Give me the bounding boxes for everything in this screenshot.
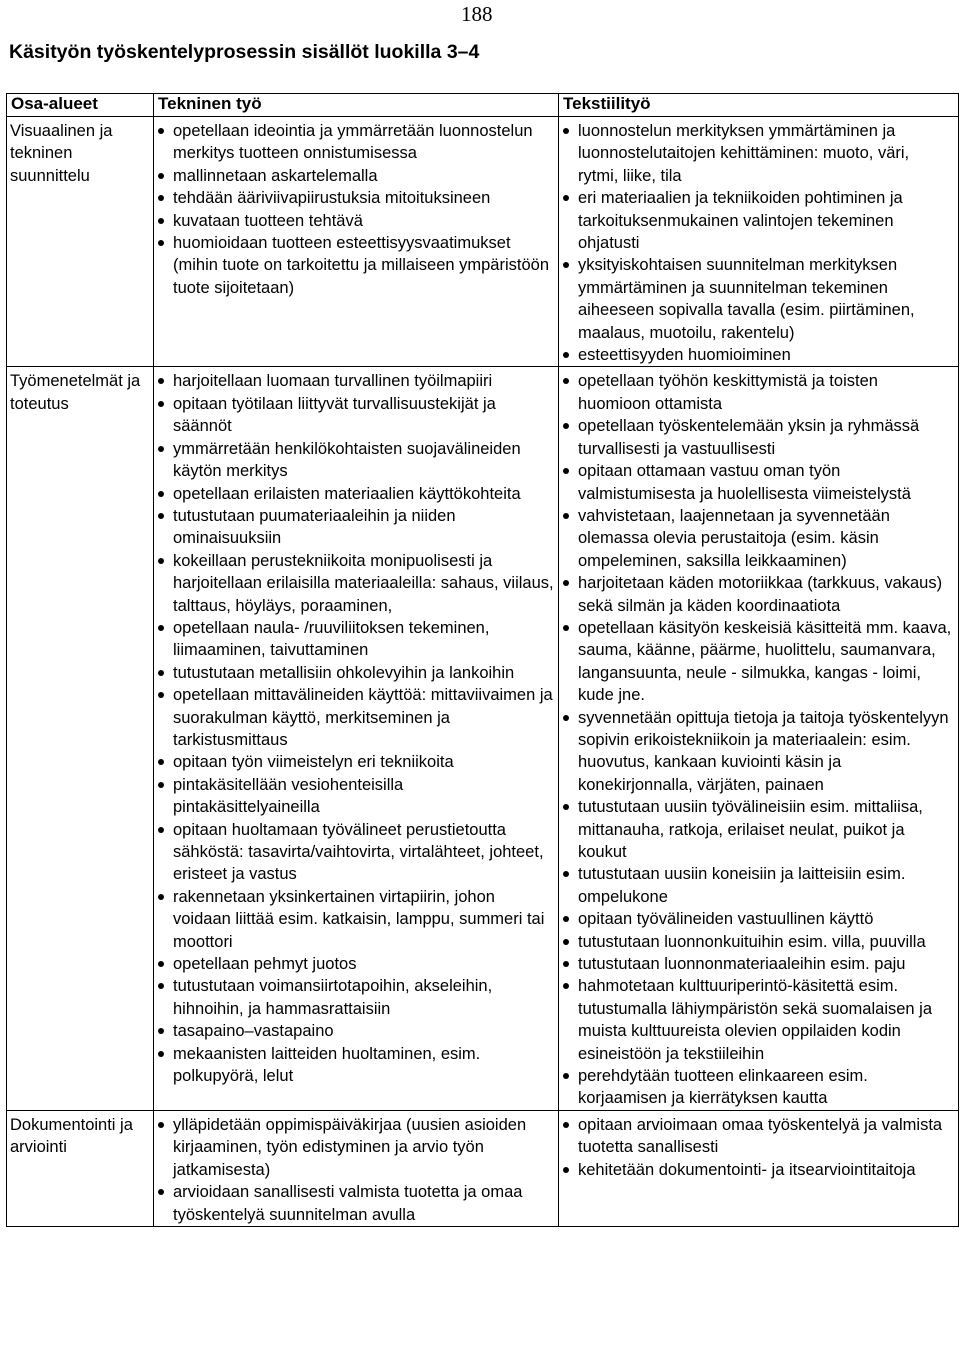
list-item-text: opetellaan käsityön keskeisiä käsitteitä mm. kaava, sauma, käänne, päärme, huolittelu, saumanvara, langansuunta, neule - silmukka, kangas - loimi, kude jne. — [578, 618, 952, 705]
bullet-icon — [563, 804, 569, 810]
bullet-icon — [563, 580, 569, 586]
list-item — [559, 1065, 954, 1110]
bullet-icon — [563, 195, 569, 201]
list-item-text: opitaan huoltamaan työvälineet perustietoutta sähköstä: tasavirta/vaihtovirta, virtalähteet, johteet, eristeet ja vastus — [173, 820, 544, 884]
list-item — [154, 370, 554, 392]
list-item — [559, 707, 954, 797]
area-cell — [7, 117, 154, 367]
list-item-text: arvioidaan sanallisesti valmista tuotetta ja omaa työskentelyä suunnitelman avulla — [173, 1183, 523, 1224]
document-title: Käsityön työskentelyprosessin sisällöt luokilla 3–4 — [9, 41, 480, 63]
bullet-icon — [158, 670, 164, 676]
list-item — [154, 751, 554, 773]
bullet-icon — [158, 491, 164, 497]
list-item-text: opitaan työn viimeistelyn eri tekniikoita — [173, 753, 454, 772]
list-item-text: tutustutaan luonnonkuituihin esim. villa, puuvilla — [578, 932, 926, 951]
tekninen-list — [154, 1114, 554, 1226]
header-tekstiilityo: Tekstiilityö — [559, 94, 959, 117]
table-row — [7, 117, 959, 367]
list-item — [154, 505, 554, 550]
bullet-icon — [158, 218, 164, 224]
list-item-text: harjoitetaan käden motoriikkaa (tarkkuus, vakaus) sekä silmän ja käden koordinaatiota — [578, 574, 943, 615]
list-item-text: opetellaan ideointia ja ymmärretään luonnostelun merkitys tuotteen onnistumisessa — [173, 122, 533, 163]
bullet-icon — [563, 961, 569, 967]
list-item-text: rakennetaan yksinkertainen virtapiirin, johon voidaan liittää esim. katkaisin, lamppu, summeri tai moottori — [173, 887, 545, 951]
bullet-icon — [158, 1189, 164, 1195]
list-item-text: kokeillaan perustekniikoita monipuolisesti ja harjoitellaan erilaisilla materiaaleilla: sahaus, viilaus, talttaus, höyläys, poraaminen, — [173, 551, 554, 615]
list-item-text: syvennetään opittuja tietoja ja taitoja työskentelyyn sopivin erikoistekniikoin ja materiaalein: esim. huovutus, kankaan kuviointi käsin ja konekirjonnalla, värjäten, painaen — [578, 708, 949, 794]
list-item-text: opetellaan naula- /ruuviliitoksen tekeminen, liimaaminen, taivuttaminen — [173, 618, 490, 660]
bullet-icon — [563, 1073, 569, 1079]
bullet-icon — [158, 446, 164, 452]
list-item-text: opitaan ottamaan vastuu oman työn valmistumisesta ja huolellisesta viimeistelystä — [578, 462, 911, 503]
area-cell — [7, 367, 154, 1110]
bullet-icon — [158, 128, 164, 134]
bullet-icon — [158, 827, 164, 833]
page-number: 188 — [461, 2, 493, 26]
list-item — [154, 210, 554, 232]
bullet-icon — [158, 195, 164, 201]
bullet-icon — [563, 983, 569, 989]
list-item-text: luonnostelun merkityksen ymmärtäminen ja luonnostelutaitojen kehittäminen: muoto, väri, rytmi, liike, tila — [578, 122, 910, 185]
bullet-icon — [158, 1051, 164, 1057]
list-item — [154, 662, 554, 684]
bullet-icon — [563, 715, 569, 721]
list-item-text: pintakäsitellään vesiohenteisilla pintakäsittelyaineilla — [173, 775, 404, 817]
list-item — [154, 1043, 554, 1088]
list-item-text: eri materiaalien ja tekniikoiden pohtiminen ja tarkoituksenmukainen valintojen tekeminen ohjatusti — [578, 189, 903, 253]
bullet-icon — [563, 352, 569, 358]
list-item-text: tutustutaan luonnonmateriaaleihin esim. paju — [578, 955, 906, 974]
bullet-icon — [158, 782, 164, 788]
bullet-icon — [158, 401, 164, 407]
list-item — [559, 415, 954, 460]
list-item — [559, 1159, 954, 1181]
list-item — [154, 819, 554, 886]
list-item-text: kuvataan tuotteen tehtävä — [173, 211, 363, 230]
list-item — [154, 165, 554, 187]
list-item — [559, 254, 954, 344]
list-item-text: kehitetään dokumentointi- ja itsearviointitaitoja — [578, 1160, 916, 1179]
list-item — [559, 370, 954, 415]
bullet-icon — [563, 1167, 569, 1173]
area-label: Dokumentointi ja arviointi — [10, 1115, 133, 1157]
list-item-text: tehdään ääriviivapiirustuksia mitoituksineen — [173, 189, 491, 208]
bullet-icon — [563, 468, 569, 474]
list-item-text: huomioidaan tuotteen esteettisyysvaatimukset (mihin tuote on tarkoitettu ja millaiseen ympäristöön tuote sijoitetaan) — [173, 234, 550, 297]
table-body — [7, 117, 959, 1227]
content-table — [6, 93, 959, 1227]
tekninen-list — [154, 120, 554, 299]
list-item-text: harjoitellaan luomaan turvallinen työilmapiiri — [173, 372, 493, 391]
list-item — [154, 483, 554, 505]
bullet-icon — [158, 983, 164, 989]
table-header-row — [7, 94, 959, 117]
list-item — [154, 684, 554, 751]
tekstiili-list — [559, 1114, 954, 1181]
list-item — [559, 863, 954, 908]
tekstiili-list — [559, 370, 954, 1109]
list-item — [559, 975, 954, 1065]
area-cell — [7, 1110, 154, 1226]
list-item — [559, 953, 954, 975]
bullet-icon — [563, 128, 569, 134]
list-item-text: mekaanisten laitteiden huoltaminen, esim. polkupyörä, lelut — [173, 1044, 481, 1086]
bullet-icon — [563, 625, 569, 631]
bullet-icon — [563, 262, 569, 268]
list-item — [559, 617, 954, 707]
bullet-icon — [563, 423, 569, 429]
list-item-text: opetellaan työhön keskittymistä ja toisten huomioon ottamista — [578, 372, 878, 413]
list-item-text: tutustutaan uusiin työvälineisiin esim. mittaliisa, mittanauha, ratkoja, erilaiset neulat, puikot ja koukut — [578, 798, 923, 861]
bullet-icon — [563, 939, 569, 945]
list-item-text: opitaan arvioimaan omaa työskentelyä ja valmista tuotetta sanallisesti — [578, 1115, 943, 1157]
header-tekninen-tyo: Tekninen työ — [154, 94, 559, 117]
list-item — [559, 344, 954, 366]
list-item-text: hahmotetaan kulttuuriperintö-käsitettä esim. tutustumalla lähiympäristön sekä suomalaisen ja muista kulttuureista olevien oppilaiden kodin esineistöön ja tekstiileihin — [578, 977, 933, 1063]
tekninen-cell — [154, 117, 559, 367]
bullet-icon — [158, 961, 164, 967]
list-item — [154, 1114, 554, 1181]
header-osa-alueet: Osa-alueet — [7, 94, 154, 117]
list-item — [154, 120, 554, 165]
list-item — [154, 550, 554, 617]
list-item-text: tutustutaan voimansiirtotapoihin, akseleihin, hihnoihin, ja hammasrattaisiin — [173, 977, 493, 1018]
list-item-text: vahvistetaan, laajennetaan ja syvennetään olemassa olevia perustaitoja (esim. käsin ompeleminen, saksilla leikkaaminen) — [578, 506, 890, 570]
list-item — [154, 617, 554, 662]
list-item — [559, 1114, 954, 1159]
bullet-icon — [158, 692, 164, 698]
bullet-icon — [158, 173, 164, 179]
bullet-icon — [563, 1122, 569, 1128]
list-item — [154, 1181, 554, 1226]
list-item-text: yksityiskohtaisen suunnitelman merkityksen ymmärtäminen ja suunnitelman tekeminen aiheeseen sopivalla tavalla (esim. piirtäminen, maalaus, muotoilu, rakentelu) — [578, 256, 915, 342]
tekstiili-cell — [559, 117, 959, 367]
tekninen-cell — [154, 367, 559, 1110]
bullet-icon — [158, 378, 164, 384]
bullet-icon — [158, 894, 164, 900]
list-item-text: mallinnetaan askartelemalla — [173, 166, 378, 185]
table-row — [7, 367, 959, 1110]
list-item-text: tasapaino–vastapaino — [173, 1022, 334, 1041]
list-item — [154, 232, 554, 299]
bullet-icon — [563, 513, 569, 519]
list-item — [559, 460, 954, 505]
bullet-icon — [158, 240, 164, 246]
list-item — [154, 187, 554, 209]
list-item-text: perehdytään tuotteen elinkaareen esim. korjaamisen ja kierrätyksen kautta — [578, 1067, 868, 1108]
list-item-text: ymmärretään henkilökohtaisten suojavälineiden käytön merkitys — [173, 439, 521, 481]
area-label: Työmenetelmät ja toteutus — [10, 372, 141, 413]
list-item-text: opetellaan mittavälineiden käyttöä: mittaviivaimen ja suorakulman käyttö, merkitseminen ja tarkistusmittaus — [173, 686, 553, 749]
table-row — [7, 1110, 959, 1226]
list-item — [154, 1020, 554, 1042]
list-item-text: opitaan työvälineiden vastuullinen käyttö — [578, 910, 874, 929]
list-item — [559, 931, 954, 953]
tekstiili-list — [559, 120, 954, 366]
area-label: Visuaalinen ja tekninen suunnittelu — [10, 122, 113, 185]
bullet-icon — [158, 513, 164, 519]
list-item — [154, 438, 554, 483]
list-item-text: tutustutaan metallisiin ohkolevyihin ja lankoihin — [173, 663, 515, 682]
list-item-text: ylläpidetään oppimispäiväkirjaa (uusien asioiden kirjaaminen, työn edistyminen ja arvio työn jatkamisesta) — [173, 1115, 527, 1179]
list-item — [154, 393, 554, 438]
list-item — [154, 774, 554, 819]
list-item-text: esteettisyyden huomioiminen — [578, 346, 791, 365]
list-item — [559, 572, 954, 617]
list-item-text: opitaan työtilaan liittyvät turvallisuustekijät ja säännöt — [173, 394, 496, 436]
list-item — [559, 505, 954, 572]
list-item — [559, 187, 954, 254]
list-item-text: opetellaan erilaisten materiaalien käyttökohteita — [173, 484, 521, 503]
list-item-text: tutustutaan puumateriaaleihin ja niiden ominaisuuksiin — [173, 506, 456, 548]
list-item-text: opetellaan pehmyt juotos — [173, 955, 357, 974]
list-item — [154, 975, 554, 1020]
bullet-icon — [158, 558, 164, 564]
bullet-icon — [158, 1028, 164, 1034]
tekninen-cell — [154, 1110, 559, 1226]
bullet-icon — [563, 378, 569, 384]
list-item-text: opetellaan työskentelemään yksin ja ryhmässä turvallisesti ja vastuullisesti — [578, 417, 920, 458]
bullet-icon — [158, 1122, 164, 1128]
bullet-icon — [158, 625, 164, 631]
list-item — [154, 953, 554, 975]
bullet-icon — [158, 759, 164, 765]
list-item — [559, 796, 954, 863]
list-item — [154, 886, 554, 953]
tekstiili-cell — [559, 1110, 959, 1226]
list-item-text: tutustutaan uusiin koneisiin ja laitteisiin esim. ompelukone — [578, 865, 906, 906]
bullet-icon — [563, 871, 569, 877]
list-item — [559, 908, 954, 930]
bullet-icon — [563, 916, 569, 922]
tekstiili-cell — [559, 367, 959, 1110]
list-item — [559, 120, 954, 187]
tekninen-list — [154, 370, 554, 1087]
